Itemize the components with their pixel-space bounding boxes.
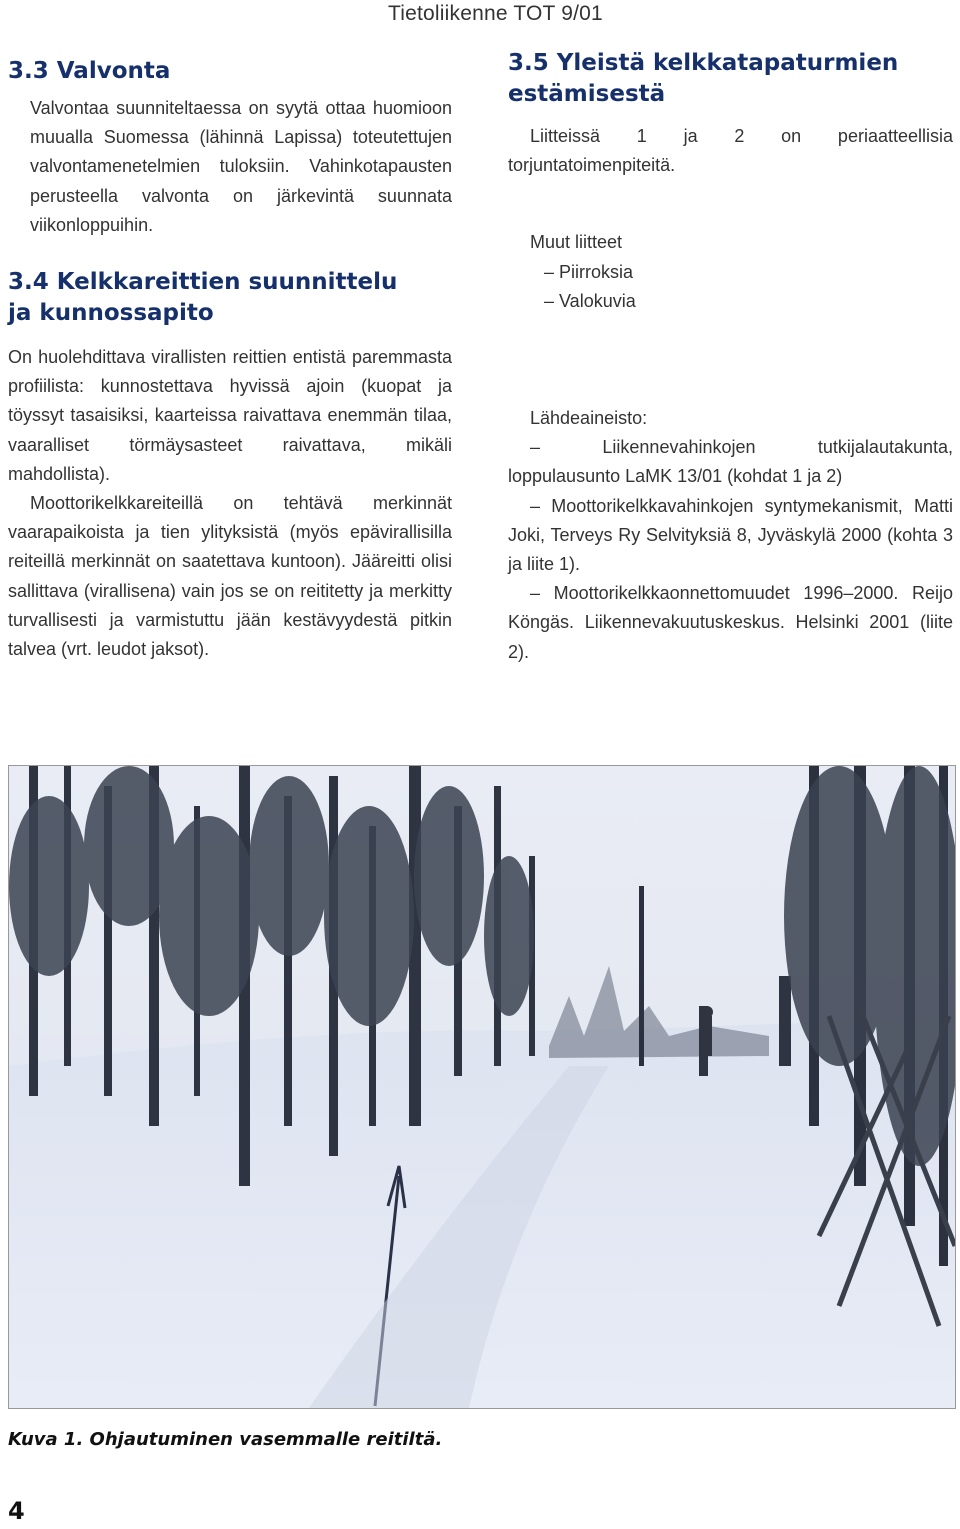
section-3-3-body: Valvontaa suunniteltaessa on syytä ottaa huomioon muualla Suomessa (lähinnä Lapissa) toteutettujen valvontamenetelmien tuloksiin. Vahinkotapausten perusteella valvonta on järkevintä suunnata viikonloppuihin. <box>30 98 452 235</box>
section-3-4-heading-line1: 3.4 Kelkkareittien suunnittelu <box>8 269 398 296</box>
section-3-4-heading <box>8 267 452 329</box>
snowy-forest-trail-photo <box>8 765 956 1409</box>
section-3-5-heading-line2: estämisestä <box>508 81 666 107</box>
attachments-title: Muut liitteet <box>530 232 623 253</box>
source-item: – Moottorikelkkavahinkojen syntymekanismit, Matti Joki, Terveys Ry Selvityksiä 8, Jyväskylä 2000 (kohta 3 ja liite 1). <box>508 495 953 575</box>
section-3-4-heading-line2: ja kunnossapito <box>8 300 214 327</box>
photo-illustration <box>9 766 955 1408</box>
section-3-4-paragraph-1: On huolehdittava virallisten reittien entistä paremmasta profiilista: kunnostettava hyvissä ajoin (kuopat ja töyssyt tasaisiksi, kaarteissa raivattava enemmän tilaa, vaaralliset törmäysasteet raivattava, mikäli mahdollista). <box>8 347 452 484</box>
attachment-item: – Valokuvia <box>544 290 636 311</box>
section-3-3-heading: 3.3 Valvonta <box>8 58 171 84</box>
section-3-4-paragraph-2: Moottorikelkkareiteillä on tehtävä merkinnät vaarapaikoista ja tien ylityksistä (myös epävirallisilla reiteillä merkinnät on saatettava kuntoon). Jääreitti olisi sallittava (virallisena) vain jos se on reititetty ja merkitty turvallisesti ja varmistuttu jään kestävyydestä pitkin talvea (vrt. leudot jaksot). <box>8 493 452 660</box>
right-column <box>508 48 953 667</box>
page-number: 4 <box>8 1497 25 1525</box>
left-column <box>8 56 452 664</box>
sources-list <box>508 404 953 667</box>
section-3-5-heading <box>508 48 953 110</box>
section-3-5-body: Liitteissä 1 ja 2 on periaatteellisia torjuntatoimenpiteitä. <box>508 126 953 176</box>
source-item: – Liikennevahinkojen tutkijalautakunta, loppulausunto LaMK 13/01 (kohdat 1 ja 2) <box>508 437 953 487</box>
source-item: – Moottorikelkkaonnettomuudet 1996–2000. Reijo Köngäs. Liikennevakuutuskeskus. Helsinki 2001 (liite 2). <box>508 583 953 662</box>
sources-title: Lähdeaineisto: <box>530 408 648 429</box>
publication-header: Tietoliikenne TOT 9/01 <box>388 2 603 25</box>
attachments-list <box>508 228 953 316</box>
attachment-item: – Piirroksia <box>544 261 634 282</box>
section-3-5-heading-line1: 3.5 Yleistä kelkkatapaturmien <box>508 50 899 76</box>
figure-caption: Kuva 1. Ohjautuminen vasemmalle reitiltä. <box>8 1429 443 1450</box>
